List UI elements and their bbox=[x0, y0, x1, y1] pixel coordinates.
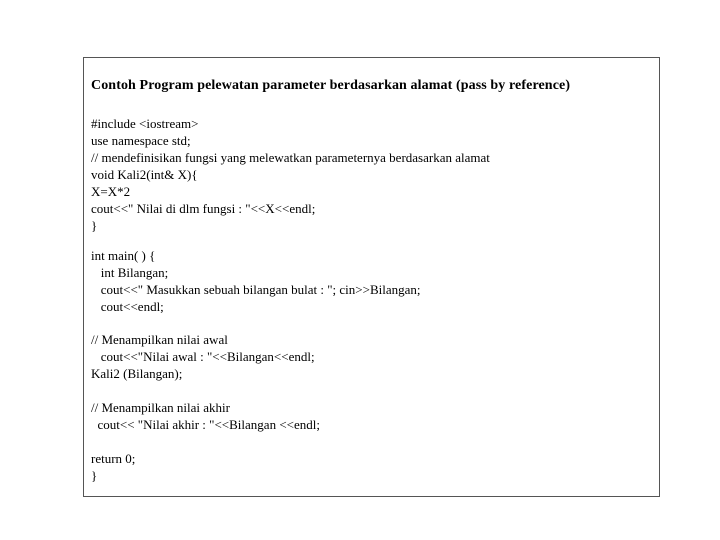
code-line-comment-initial: // Menampilkan nilai awal bbox=[91, 332, 228, 347]
code-line-comment-define: // mendefinisikan fungsi yang melewatkan parameternya berdasarkan alamat bbox=[91, 150, 490, 165]
code-line-include: #include <iostream> bbox=[91, 116, 199, 131]
code-line-namespace: use namespace std; bbox=[91, 133, 191, 148]
code-line-main-close: } bbox=[91, 468, 98, 483]
code-line-main-signature: int main( ) { bbox=[91, 248, 156, 263]
code-line-cout-final: cout<< "Nilai akhir : "<<Bilangan <<endl; bbox=[91, 417, 320, 432]
code-line-function-close: } bbox=[91, 218, 98, 233]
code-line-call-kali2: Kali2 (Bilangan); bbox=[91, 366, 183, 381]
code-example-box bbox=[83, 57, 660, 497]
code-line-declare-bilangan: int Bilangan; bbox=[91, 265, 169, 280]
code-line-multiply: X=X*2 bbox=[91, 184, 131, 199]
code-line-comment-final: // Menampilkan nilai akhir bbox=[91, 400, 230, 415]
code-line-return: return 0; bbox=[91, 451, 136, 466]
code-line-endl: cout<<endl; bbox=[91, 299, 164, 314]
code-line-function-signature: void Kali2(int& X){ bbox=[91, 167, 198, 182]
code-line-input-prompt: cout<<" Masukkan sebuah bilangan bulat : "; cin>>Bilangan; bbox=[91, 282, 421, 297]
slide-title: Contoh Program pelewatan parameter berdasarkan alamat (pass by reference) bbox=[91, 78, 571, 93]
code-line-cout-inside: cout<<" Nilai di dlm fungsi : "<<X<<endl; bbox=[91, 201, 316, 216]
code-line-cout-initial: cout<<"Nilai awal : "<<Bilangan<<endl; bbox=[91, 349, 315, 364]
